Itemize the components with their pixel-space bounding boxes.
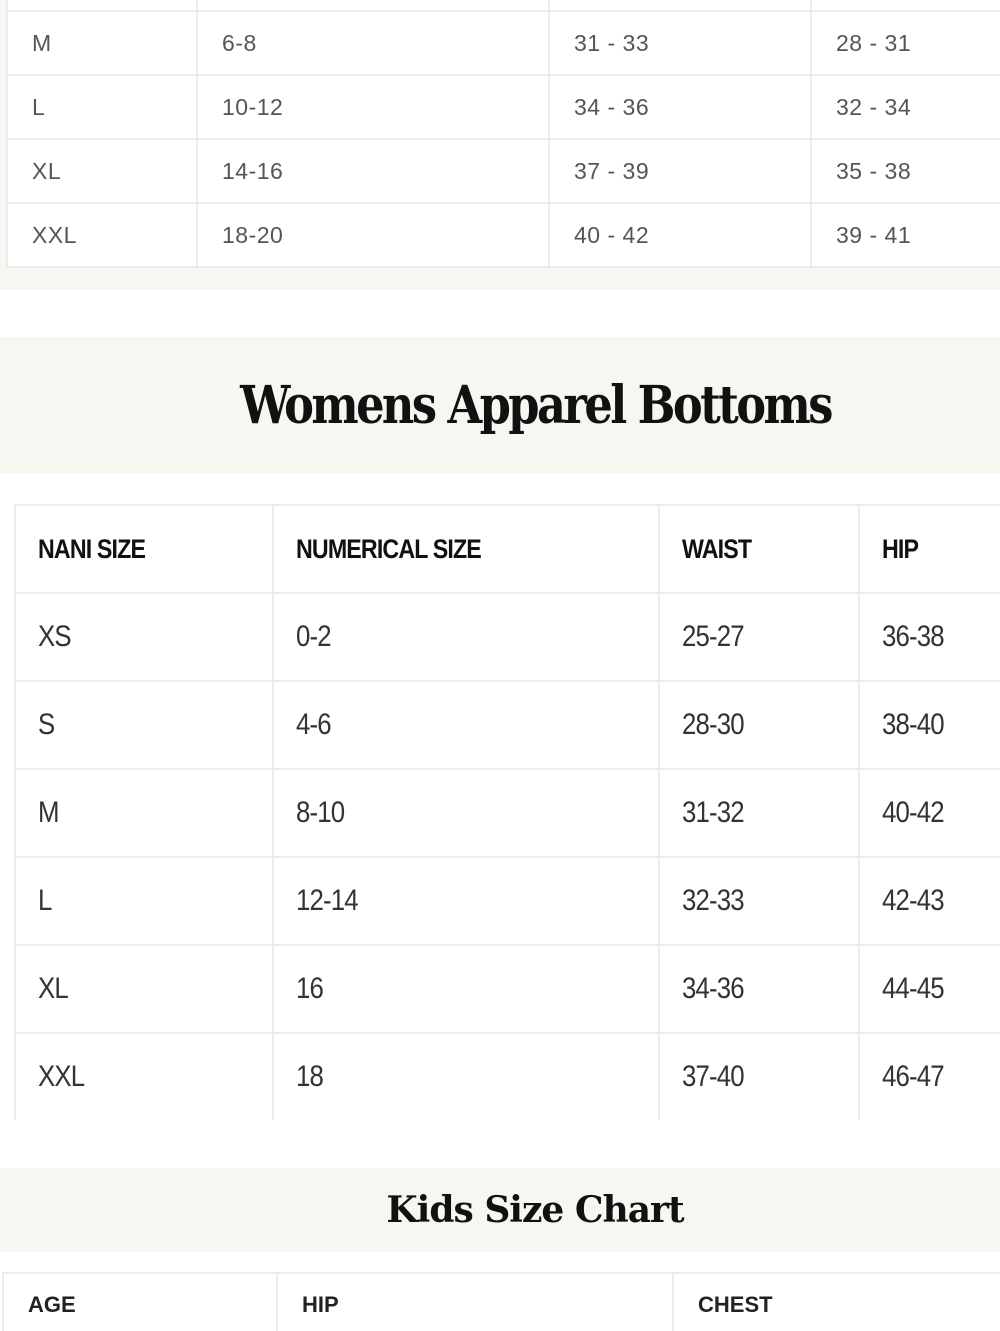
cell-value: XL [38,972,68,1005]
section-title: Kids Size Chart [386,1189,684,1231]
numerical-size-cell [273,681,659,769]
column-header-chest: CHEST [673,1273,1000,1331]
cell-value: 28-30 [682,708,744,741]
numerical-size-cell: 10-12 [197,75,549,139]
cell-value: 0-2 [296,620,331,653]
table-row [15,769,1000,857]
measurement-cell: 40 - 42 [549,203,811,267]
table-row [15,945,1000,1033]
size-cell [15,769,273,857]
numerical-size-cell [273,1033,659,1120]
cell-value: 40-42 [882,796,944,829]
column-header-label: HIP [882,533,919,564]
table-row [15,857,1000,945]
numerical-size-cell [273,593,659,681]
column-header-age: AGE [3,1273,277,1331]
waist-cell [659,681,859,769]
column-header-numerical-size [273,505,659,593]
size-cell [15,1033,273,1120]
column-header-waist [659,505,859,593]
hip-cell [859,945,1000,1033]
numerical-size-cell [273,769,659,857]
waist-cell [659,1033,859,1120]
numerical-size-cell [273,945,659,1033]
cell-value: 46-47 [882,1060,944,1093]
column-header-label: NANI SIZE [38,533,146,564]
table-row [15,681,1000,769]
womens-bottoms-heading-band [0,337,1000,473]
hip-cell [859,769,1000,857]
waist-cell [659,769,859,857]
cell-value: M [38,796,59,829]
womens-bottoms-size-table [14,504,1000,1120]
table-header-row [3,1273,1000,1331]
table-cell [811,0,1000,11]
table-row [7,75,1000,139]
top-size-table [6,0,1000,268]
size-cell: L [7,75,197,139]
table-cell [7,0,197,11]
column-header-hip: HIP [277,1273,673,1331]
cell-value: 36-38 [882,620,944,653]
section-title: Womens Apparel Bottoms [239,374,831,436]
cell-value: 18 [296,1060,323,1093]
table-row [15,1033,1000,1120]
cell-value: 8-10 [296,796,345,829]
size-cell [15,681,273,769]
table-header-row [15,505,1000,593]
waist-cell [659,593,859,681]
table-cell [549,0,811,11]
cell-value: 25-27 [682,620,744,653]
table-row [15,593,1000,681]
cell-value: 42-43 [882,884,944,917]
cell-value: 12-14 [296,884,358,917]
column-header-label: WAIST [682,533,752,564]
table-row [7,139,1000,203]
numerical-size-cell: 6-8 [197,11,549,75]
hip-cell [859,857,1000,945]
cell-value: 38-40 [882,708,944,741]
cell-value: 16 [296,972,323,1005]
cell-value: 44-45 [882,972,944,1005]
waist-cell [659,857,859,945]
column-header-nani-size [15,505,273,593]
measurement-cell: 28 - 31 [811,11,1000,75]
kids-size-table [2,1272,1000,1331]
column-header-label: NUMERICAL SIZE [296,533,481,564]
cell-value: L [38,884,52,917]
table-row [7,203,1000,267]
cell-value: XS [38,620,71,653]
measurement-cell: 31 - 33 [549,11,811,75]
size-cell: XL [7,139,197,203]
numerical-size-cell: 14-16 [197,139,549,203]
cell-value: S [38,708,55,741]
table-cell [197,0,549,11]
cell-value: 32-33 [682,884,744,917]
size-cell [15,593,273,681]
column-header-hip [859,505,1000,593]
measurement-cell: 32 - 34 [811,75,1000,139]
cell-value: 37-40 [682,1060,744,1093]
size-cell: XXL [7,203,197,267]
hip-cell [859,681,1000,769]
size-cell [15,945,273,1033]
hip-cell [859,593,1000,681]
measurement-cell: 35 - 38 [811,139,1000,203]
numerical-size-cell: 18-20 [197,203,549,267]
hip-cell [859,1033,1000,1120]
waist-cell [659,945,859,1033]
measurement-cell: 37 - 39 [549,139,811,203]
measurement-cell: 34 - 36 [549,75,811,139]
cell-value: 34-36 [682,972,744,1005]
measurement-cell: 39 - 41 [811,203,1000,267]
table-row [7,11,1000,75]
numerical-size-cell [273,857,659,945]
size-cell: M [7,11,197,75]
cell-value: 4-6 [296,708,331,741]
size-cell [15,857,273,945]
table-row [7,0,1000,11]
kids-size-chart-heading-band [0,1168,1000,1252]
cell-value: 31-32 [682,796,744,829]
cell-value: XXL [38,1060,85,1093]
